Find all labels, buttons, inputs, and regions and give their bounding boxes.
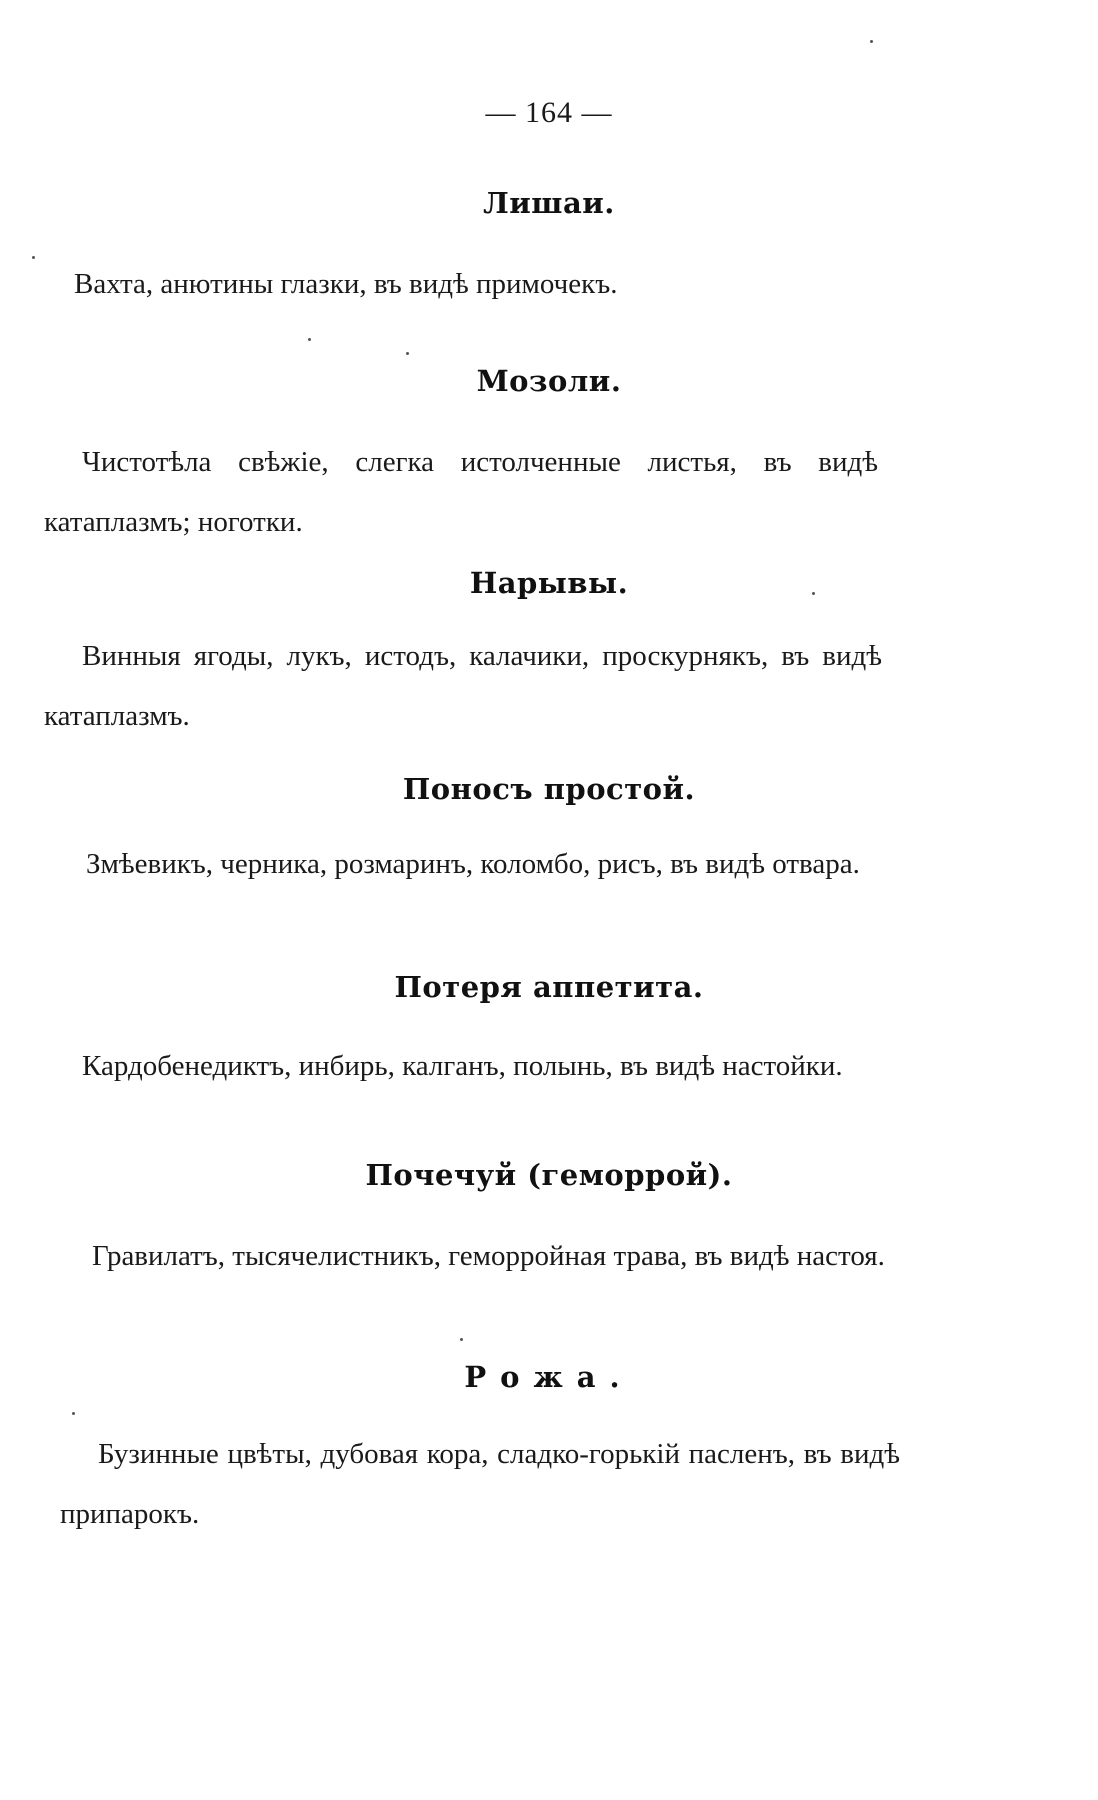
scan-speck xyxy=(72,1412,75,1415)
section-text-diarrhea-body: Змѣевикъ, черника, розмаринъ, коломбо, рисъ, въ видѣ отвара. xyxy=(86,848,860,880)
section-heading-corns: Мозоли. xyxy=(476,364,622,398)
scan-speck xyxy=(308,338,311,341)
section-text-corns xyxy=(44,432,878,552)
section-heading-appetite: Потеря аппетита. xyxy=(394,970,704,1004)
section-text-abscesses xyxy=(44,626,882,746)
section-text-corns-body: Чистотѣла свѣжіе, слегка истолченные листья, въ видѣ катаплазмъ; ноготки. xyxy=(44,446,878,538)
section-text-diarrhea xyxy=(48,834,888,894)
scan-speck xyxy=(460,1338,463,1341)
section-text-hemorrhoids xyxy=(54,1226,896,1286)
section-text-hemorrhoids-body: Гравилатъ, тысячелистникъ, геморройная трава, въ видѣ настоя. xyxy=(92,1240,885,1272)
section-heading-erysipelas: Рожа. xyxy=(464,1360,634,1394)
scan-speck xyxy=(812,592,815,595)
section-text-abscesses-body: Винныя ягоды, лукъ, истодъ, калачики, проскурнякъ, въ видѣ катаплазмъ. xyxy=(44,640,882,732)
scan-speck xyxy=(870,40,873,43)
page-number: — 164 — xyxy=(485,96,613,129)
section-heading-hemorrhoids: Почечуй (геморрой). xyxy=(365,1158,733,1192)
scan-speck xyxy=(32,256,35,259)
section-text-appetite xyxy=(82,1036,892,1096)
section-text-erysipelas-body: Бузинные цвѣты, дубовая кора, сладко-горькій пасленъ, въ видѣ припарокъ. xyxy=(60,1438,900,1530)
section-text-lichen xyxy=(74,254,714,314)
section-heading-diarrhea: Поносъ простой. xyxy=(402,772,696,806)
section-text-erysipelas xyxy=(60,1424,900,1544)
section-text-lichen-body: Вахта, анютины глазки, въ видѣ примочекъ. xyxy=(74,268,618,300)
scan-speck xyxy=(406,352,409,355)
section-heading-abscesses: Нарывы. xyxy=(469,566,629,600)
section-text-appetite-body: Кардобенедиктъ, инбирь, калганъ, полынь, въ видѣ настойки. xyxy=(82,1050,843,1082)
section-heading-lichen: Лишаи. xyxy=(483,186,615,220)
